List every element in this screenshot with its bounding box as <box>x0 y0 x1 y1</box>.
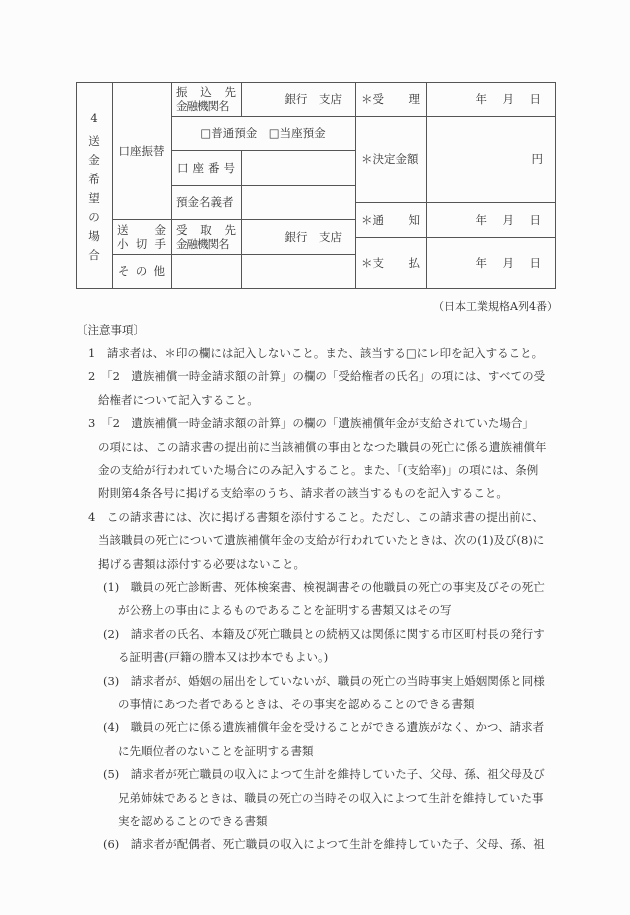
account-holder-label <box>171 185 241 219</box>
account-transfer-text: 口座振替 <box>118 143 165 158</box>
label-char: 払 <box>408 255 420 270</box>
section-title-char: 金 <box>88 152 100 167</box>
decided-amount-label <box>355 116 426 202</box>
receiving-bank-label <box>171 219 241 254</box>
label-char: 送 <box>117 222 129 237</box>
remittance-check-line1 <box>117 223 166 237</box>
label-char: 理 <box>408 92 420 106</box>
section-number: 4 <box>90 110 98 125</box>
receipt-label <box>355 82 426 116</box>
other-label <box>112 254 171 288</box>
label-char: 込 <box>200 85 212 99</box>
label-char: 号 <box>223 160 235 175</box>
label-char: 先 <box>224 222 236 237</box>
remittance-check-line2 <box>117 237 166 251</box>
label-char: 番 <box>208 160 220 175</box>
section-title-char: 送 <box>88 133 100 148</box>
account-holder-field[interactable] <box>241 185 355 219</box>
date-text: 年 月 日 <box>475 212 543 227</box>
label-char: 座 <box>192 160 204 175</box>
transfer-bank-label <box>171 82 241 116</box>
note-line: 3 「2 遺族補償一時金請求額の計算」の欄の「遺族補償年金が支給されていた場合」 <box>88 416 534 431</box>
payment-date-field[interactable] <box>426 237 556 288</box>
remittance-table <box>76 82 556 289</box>
bank-branch-text: 銀行 支店 <box>284 229 342 244</box>
note-line: に先順位者のないことを証明する書類 <box>118 743 314 758</box>
transfer-bank-line2: 金融機関名 <box>176 99 229 113</box>
note-line: (3) 請求者が、婚姻の届出をしていないが、職員の死亡の当時事実上婚姻関係と同様 <box>103 673 545 688</box>
note-line: 1 請求者は、＊印の欄には記入しないこと。また、該当する□にレ印を記入すること。 <box>88 346 544 360</box>
receipt-chars <box>361 91 420 107</box>
note-line: 金の支給が行われていた場合にのみ記入すること。また、「(支給率)」の項には、条例 <box>98 463 539 477</box>
note-line: (1) 職員の死亡診断書、死体検案書、検視調書その他職員の死亡の事実及びその死亡 <box>103 580 545 594</box>
other-method-field[interactable] <box>171 254 241 288</box>
receiving-bank-field[interactable] <box>241 219 355 254</box>
label-char: の <box>135 264 148 278</box>
note-line: 当該職員の死亡について遺族補償年金の支給が行われていたときは、次の(1)及び(8)に <box>98 533 545 548</box>
transfer-bank-field[interactable] <box>241 82 355 116</box>
section-title-char: の <box>88 209 100 224</box>
label-char: そ <box>118 264 130 278</box>
label-char: ＊受 <box>361 92 384 106</box>
date-text: 年 月 日 <box>475 255 543 270</box>
deposit-type-checkboxes[interactable]: □普通預金 □当座預金 <box>200 126 326 140</box>
section-title-char: 合 <box>88 247 100 262</box>
payment-label <box>355 237 426 288</box>
receipt-date-field[interactable] <box>426 82 556 116</box>
paper-size-note: （日本工業規格A列4番） <box>433 300 558 313</box>
note-line: る証明書(戸籍の謄本又は抄本でもよい。) <box>118 650 329 665</box>
notes-heading: 〔注意事項〕 <box>76 323 145 337</box>
label-char: 振 <box>176 85 188 99</box>
note-line: 兄弟姉妹であるときは、職員の死亡の当時その収入によつて生計を維持していた事 <box>118 790 544 805</box>
section-title-char: 望 <box>88 190 100 205</box>
transfer-bank-line1 <box>176 85 236 99</box>
receiving-bank-line1 <box>176 223 236 237</box>
label-char: 切 <box>135 236 148 251</box>
note-line: の事情にあつた者であるときは、その事実を認めることのできる書類 <box>118 697 475 711</box>
label-char: 知 <box>408 212 420 227</box>
label-char: 小 <box>117 236 129 251</box>
label-char: 取 <box>200 222 212 237</box>
note-line: の項には、この請求書の提出前に当該補償の事由となつた職員の死亡に係る遺族補償年 <box>98 439 547 454</box>
receiving-bank-line2: 金融機関名 <box>176 236 229 251</box>
yen-unit: 円 <box>531 152 543 166</box>
notice-date-field[interactable] <box>426 202 556 237</box>
section-4-label <box>76 82 112 289</box>
label-char: ＊支 <box>361 255 384 270</box>
notice-label <box>355 202 426 237</box>
label-char: 先 <box>224 85 236 99</box>
other-chars <box>118 263 165 279</box>
label-char: 口 <box>177 160 189 175</box>
note-line: 4 この請求書には、次に掲げる書類を添付すること。ただし、この請求書の提出前に、 <box>88 509 544 524</box>
account-number-chars <box>177 160 235 176</box>
note-line: 附則第4条各号に掲げる支給率のうち、請求者の該当するものを記入すること。 <box>98 486 508 501</box>
section-title-char: 場 <box>88 228 100 243</box>
notice-chars <box>361 212 420 228</box>
note-line: 給権者について記入すること。 <box>98 392 259 407</box>
account-transfer-label <box>112 82 171 219</box>
note-line: (6) 請求者が配偶者、死亡職員の収入によつて生計を維持していた子、父母、孫、祖 <box>103 837 545 852</box>
note-line: が公務上の事由によるものであることを証明する書類又はその写 <box>118 603 452 618</box>
note-line: (4) 職員の死亡に係る遺族補償年金を受けることができる遺族がなく、かつ、請求者 <box>103 720 545 735</box>
table-border-bottom <box>76 288 556 289</box>
section-title-char: 希 <box>88 171 100 186</box>
deposit-type-field[interactable] <box>171 116 355 150</box>
account-number-label <box>171 150 241 185</box>
account-number-field[interactable] <box>241 150 355 185</box>
note-line: 実を認めることのできる書類 <box>118 814 268 828</box>
label-char: ＊通 <box>361 212 384 227</box>
label-char: 金 <box>154 222 166 237</box>
date-text: 年 月 日 <box>475 92 543 106</box>
decided-amount-field[interactable] <box>426 116 556 202</box>
label-char: 受 <box>176 222 188 237</box>
bank-branch-text: 銀行 支店 <box>284 92 342 106</box>
payment-chars <box>361 255 420 271</box>
note-line: 掲げる書類は添付する必要はないこと。 <box>98 556 305 571</box>
account-holder-text: 預金名義者 <box>176 195 234 209</box>
other-detail-field[interactable] <box>241 254 355 288</box>
label-char: 他 <box>153 264 165 278</box>
label-char: 手 <box>154 236 166 251</box>
note-line: 2 「2 遺族補償一時金請求額の計算」の欄の「受給権者の氏名」の項には、すべての受 <box>88 369 546 384</box>
decided-amount-text: ＊決定金額 <box>361 152 419 166</box>
remittance-check-label <box>112 219 171 254</box>
note-line: (5) 請求者が死亡職員の収入によつて生計を維持していた子、父母、孫、祖父母及び <box>103 767 545 782</box>
note-line: (2) 請求者の氏名、本籍及び死亡職員との続柄又は関係に関する市区町村長の発行す <box>103 626 545 641</box>
